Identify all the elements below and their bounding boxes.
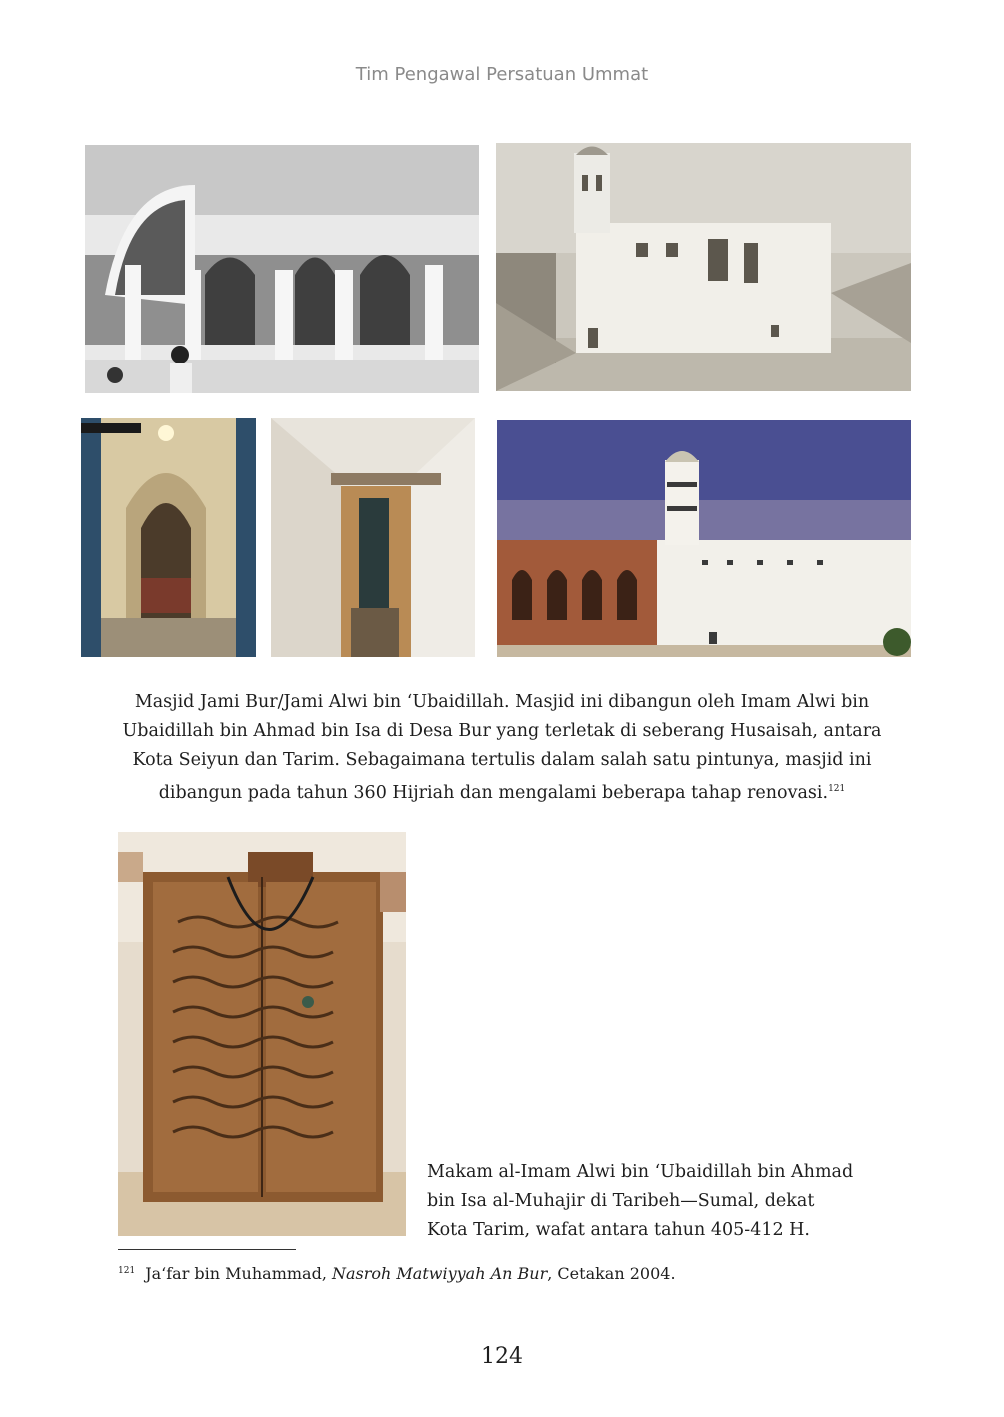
door-caption-line-1: Makam al-Imam Alwi bin ‘Ubaidillah bin Ahmad <box>427 1162 854 1182</box>
footnote-divider <box>118 1249 296 1250</box>
narrow-corridor-photo <box>271 418 475 657</box>
footnote-rest: , Cetakan 2004. <box>547 1264 676 1283</box>
white-mosque-minaret-photo <box>496 143 911 391</box>
door-caption-line-2: bin Isa al-Muhajir di Taribeh—Sumal, dekat <box>427 1191 815 1211</box>
footnote-title: Nasroh Matwiyyah An Bur <box>332 1264 548 1283</box>
door-caption-line-3: Kota Tarim, wafat antara tahun 405-412 H. <box>427 1220 810 1240</box>
footnote-reference: 121 <box>828 784 846 794</box>
main-photo-caption <box>110 688 894 808</box>
footnote-number: 121 <box>118 1266 136 1276</box>
page-number: 124 <box>481 1344 523 1369</box>
mosque-minaret-color-photo <box>497 420 911 657</box>
door-photo-caption <box>427 1158 897 1245</box>
footnote <box>118 1264 918 1283</box>
arched-niche-interior-photo <box>81 418 256 657</box>
footnote-author: Ja‘far bin Muhammad, <box>145 1264 332 1283</box>
main-caption-text: Masjid Jami Bur/Jami Alwi bin ‘Ubaidillah. Masjid ini dibangun oleh Imam Alwi bin Ubaidillah bin Ahmad bin Isa di Desa Bur yang terletak di seberang Husaisah, antara Kota Seiyun dan Tarim. Sebagaimana tertulis dalam salah satu pintunya, masjid ini dibangun pada tahun 360 Hijriah dan mengalami beberapa tahap renovasi. <box>122 692 882 803</box>
ruined-arcade-photo <box>85 145 479 393</box>
carved-wooden-door-photo <box>118 832 406 1236</box>
running-header: Tim Pengawal Persatuan Ummat <box>355 64 649 85</box>
